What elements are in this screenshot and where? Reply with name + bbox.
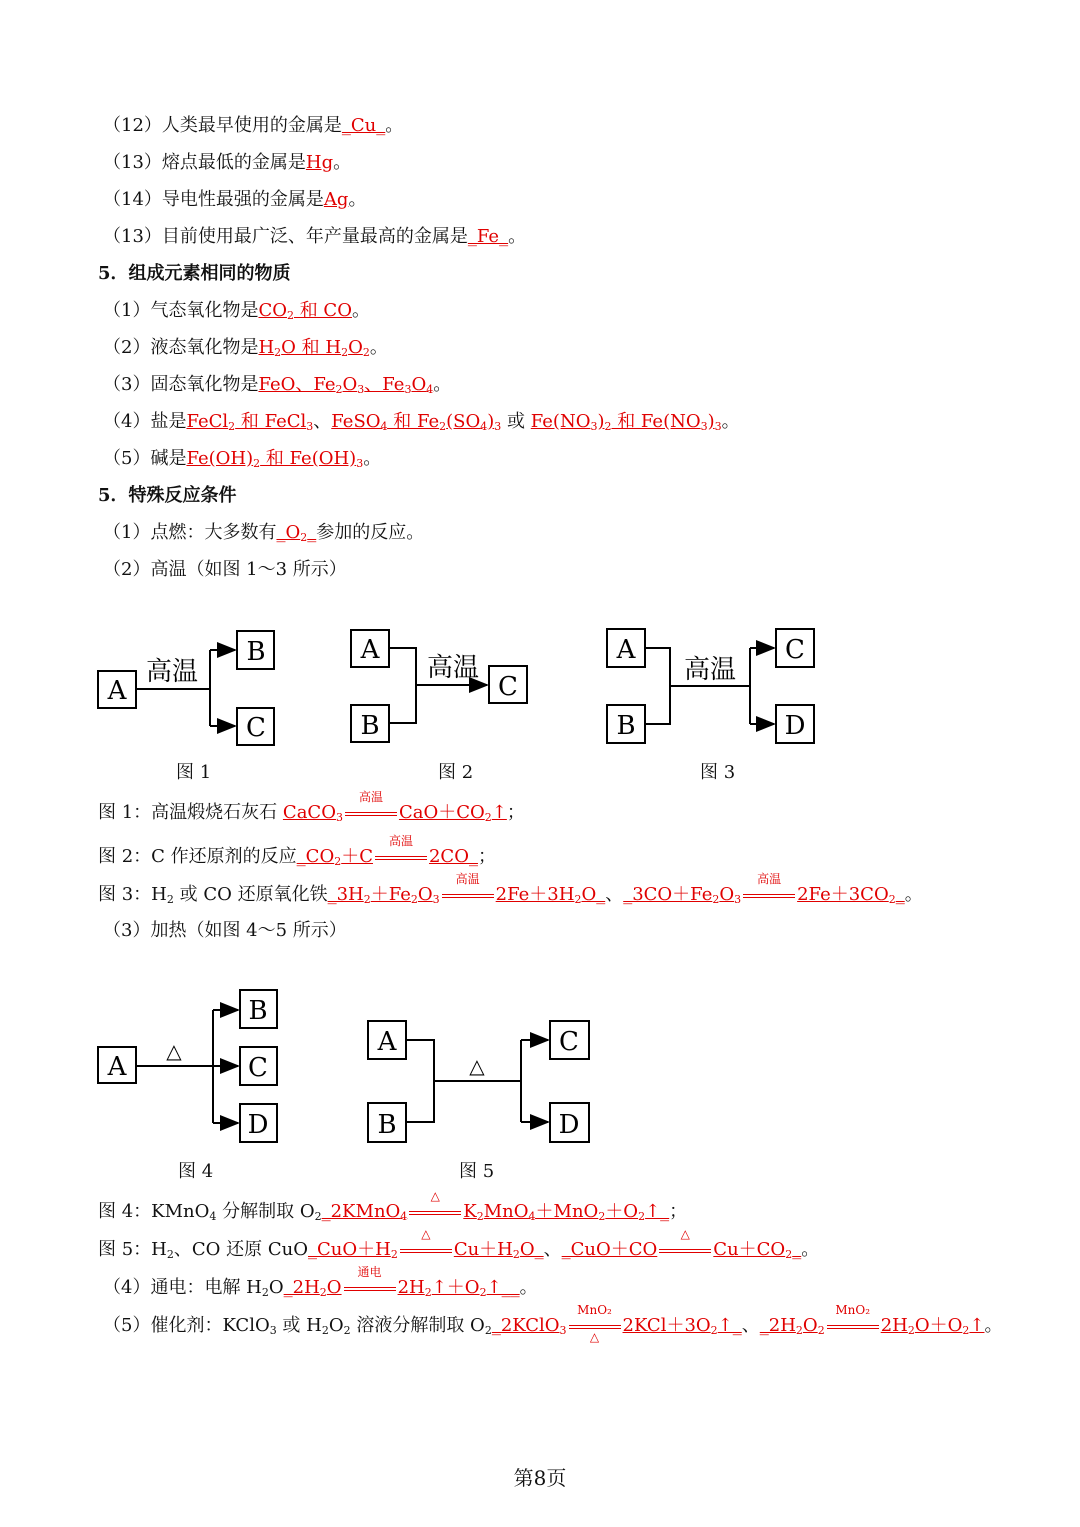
line-electrolysis: （4）通电：电解 $H_2O\_2H_2O$ 通电 $2H_2↑+O_2↑\_\_$。 [103,1265,538,1299]
line-solid-oxides: （3）固态氧化物是FeO、$Fe_2O_3$、$Fe_3O_4$。 [103,374,452,396]
caption-fig5: 图 5 [459,1161,495,1182]
caption-fig4: 图 4 [178,1161,214,1182]
fig2-cond: 高温 [426,653,480,683]
answer-hg: Hg [305,152,334,173]
svg-text:A: A [107,1052,127,1082]
svg-text:A: A [107,676,127,706]
svg-text:B: B [360,711,380,741]
svg-text:D: D [247,1110,269,1140]
line-ignite: （1）点燃：大多数有$\_O_2\_$参加的反应。 [103,522,425,544]
line-12: （12）人类最早使用的金属是_Cu_。 [103,115,404,136]
line-gas-oxides: （1）气态氧化物是$CO_2$ 和 CO。 [103,300,370,322]
line-13a: （13）熔点最低的金属是Hg。 [103,152,352,173]
eq-fig3: 图 3：$H_2$ 或 CO 还原氧化铁$\_3H_2+Fe_2O_3$ 高温 $2Fe+3H_2O\_$、$\_3CO+Fe_2O_3$ 高温 $2Fe+3CO_2\_$。 [98,872,923,906]
svg-text:D: D [558,1110,580,1140]
page-number: 第8页 [513,1466,567,1490]
svg-text:C: C [246,713,266,743]
svg-text:B: B [248,996,268,1026]
fig4-cond: △ [166,1039,182,1063]
section-heading-conditions: 5．特殊反应条件 [98,485,237,506]
caption-fig2: 图 2 [438,762,474,783]
svg-text:C: C [559,1027,579,1057]
svg-text:A: A [377,1027,397,1057]
line-14: （14）导电性最强的金属是Ag。 [103,189,367,210]
answer-fe: _Fe_ [467,226,509,247]
caption-fig3: 图 3 [700,762,736,783]
eq-fig2: 图 2：C 作还原剂的反应$\_CO_2+C$ 高温 2CO_； [98,834,496,868]
svg-text:B: B [377,1110,397,1140]
line-catalyst: （5）催化剂：KClO$_3$ 或 $H_2O_2$ 溶液分解制取 $O_2\_2KClO_3$ MnO₂ △ $2KCl+3O_2↑\_$、$\_2H_2O_2$ MnO₂ $2H_2O+O_2↑$。 [103,1303,1003,1344]
eq-fig5: 图 5：$H_2$、CO 还原 $CuO\_CuO+H_2$ △ $Cu+H_2O\_$、_CuO＋CO △ $Cu+CO_2\_$。 [98,1227,820,1261]
answer-cu: _Cu_ [341,115,386,136]
svg-text:C: C [498,672,518,702]
diagrams-heating [0,983,1080,1153]
line-liquid-oxides: （2）液态氧化物是$H_2O$ 和 $H_2O_2$。 [103,337,388,359]
eq-fig4: 图 4：KMnO$_4$ 分解制取 $O_2\_2KMnO_4$ △ $K_2MnO_4+MnO_2+O_2↑\_$； [98,1189,688,1223]
section-heading-same-elements: 5．组成元素相同的物质 [98,263,291,284]
svg-text:D: D [784,711,806,741]
svg-text:C: C [785,635,805,665]
svg-text:C: C [248,1053,268,1083]
caption-fig1: 图 1 [176,762,212,783]
svg-text:B: B [246,637,266,667]
line-high-temp: （2）高温（如图 1～3 所示） [103,559,347,580]
fig5-cond: △ [469,1054,485,1078]
fig3-cond: 高温 [683,655,737,685]
svg-text:A: A [616,635,636,665]
diagrams-high-temp [0,620,1080,780]
eq-fig1: 图 1：高温煅烧石灰石 CaCO$_3$ 高温 $CaO+CO_2↑$； [98,790,525,824]
line-salts: （4）盐是FeCl$_2$ 和 FeCl$_3$、FeSO$_4$ 和 $Fe_2(SO_4)_3$ 或 $Fe(NO_3)_2$ 和 $Fe(NO_3)_3$。 [103,411,740,433]
fig1-cond: 高温 [145,657,199,687]
line-13b: （13）目前使用最广泛、年产量最高的金属是_Fe_。 [103,226,527,247]
answer-ag: Ag [323,189,349,210]
line-heating: （3）加热（如图 4～5 所示） [103,920,347,941]
svg-text:A: A [360,635,380,665]
svg-text:B: B [616,711,636,741]
line-bases: （5）碱是$Fe(OH)_2$ 和 $Fe(OH)_3$。 [103,448,382,470]
